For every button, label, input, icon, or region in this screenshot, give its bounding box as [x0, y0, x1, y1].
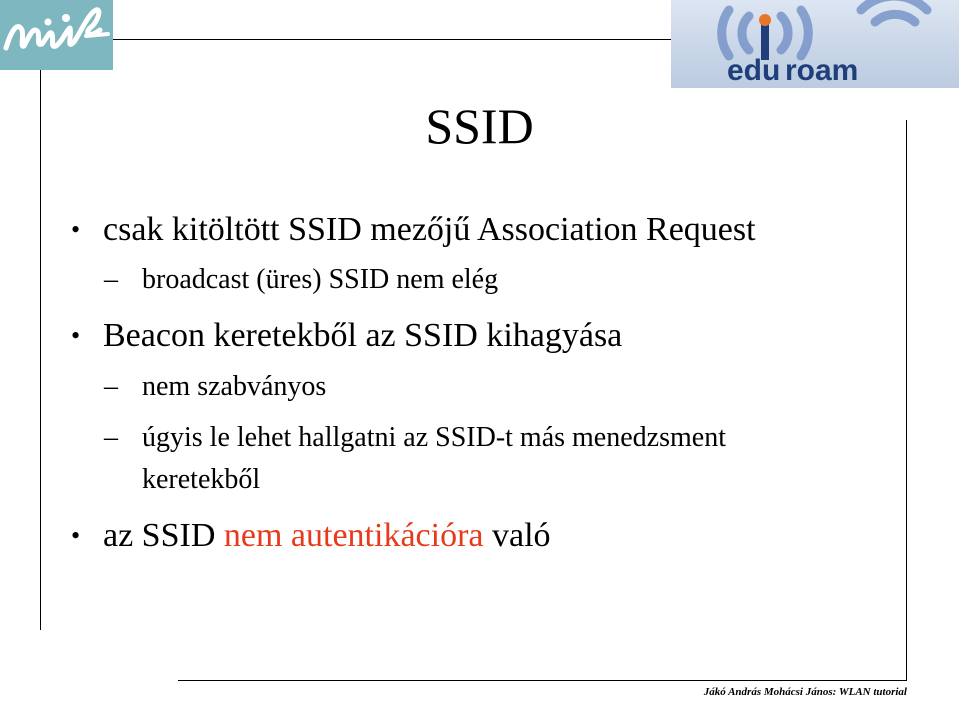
bullet-marker: •: [71, 321, 81, 350]
sub-bullet-marker: –: [104, 264, 118, 295]
bullet-text: csak kitöltött SSID mezőjű Association Request: [103, 211, 756, 248]
sub-bullet-text-line-2: keretekből: [142, 464, 261, 495]
bullet-marker: •: [71, 215, 81, 244]
sub-bullet-item: [104, 263, 499, 297]
sub-bullet-marker: –: [104, 371, 118, 402]
bullet-item: [71, 316, 623, 356]
bullet-text-before: az SSID: [103, 517, 224, 554]
svg-text:edu: edu: [727, 54, 781, 87]
bullet-item: [71, 210, 756, 250]
frame-line-top: [113, 39, 671, 40]
slide-footer: Jákó András Mohácsi János: WLAN tutorial: [703, 686, 907, 698]
sub-bullet-marker: –: [104, 422, 118, 453]
frame-line-right: [906, 120, 907, 680]
bullet-text-highlight: nem autentikációra: [223, 517, 484, 554]
bullet-item: [71, 516, 551, 556]
frame-line-bottom: [178, 680, 907, 681]
bullet-marker: •: [71, 521, 81, 550]
mif-logo: [0, 0, 113, 70]
sub-bullet-continuation: [142, 463, 260, 497]
sub-bullet-text: broadcast (üres) SSID nem elég: [142, 264, 499, 295]
slide-title: SSID: [425, 98, 534, 154]
sub-bullet-text-line-1: úgyis le lehet hallgatni az SSID-t más menedzsment: [142, 422, 726, 453]
bullet-text: Beacon keretekből az SSID kihagyása: [103, 317, 623, 354]
eduroam-logo: [671, 0, 959, 88]
mif-logo-mark: [0, 0, 113, 70]
eduroam-logo-mark: [671, 0, 959, 88]
sub-bullet-item: [104, 370, 327, 404]
sub-bullet-text: nem szabványos: [142, 371, 327, 402]
bullet-text-after: való: [483, 517, 551, 554]
svg-text:roam: roam: [785, 54, 859, 87]
sub-bullet-item: [104, 421, 726, 455]
